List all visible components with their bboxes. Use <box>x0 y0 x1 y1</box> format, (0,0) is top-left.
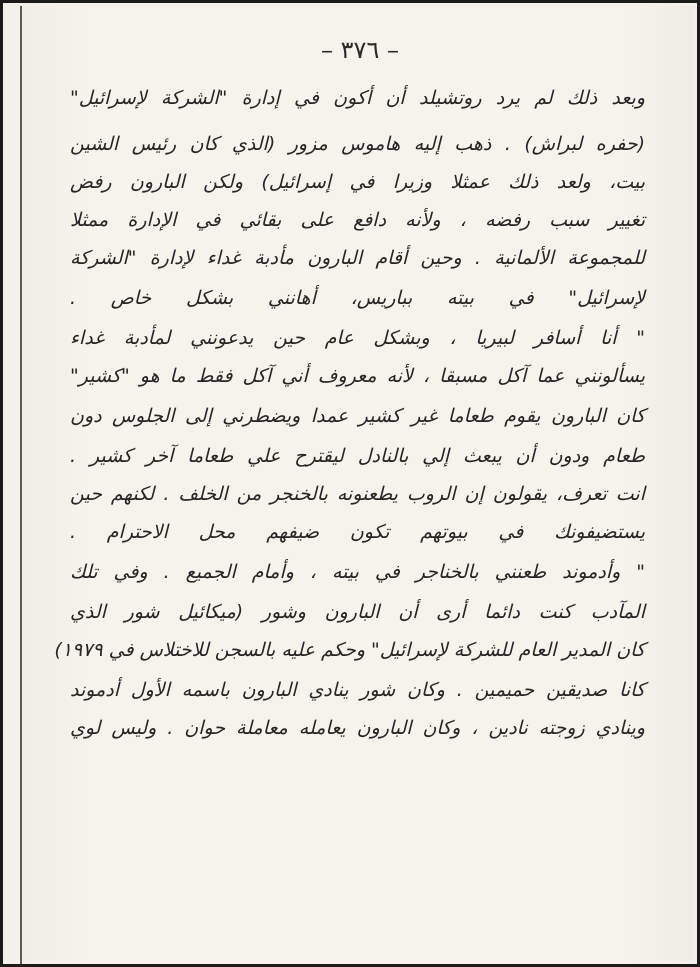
text-line: تغيير سبب رفضه ، ولأنه دافع على بقائي في الإدارة ممثلا <box>70 209 645 231</box>
page-number: – ٣٧٦ – <box>321 36 399 64</box>
text-line: يسألونني عما آكل مسبقا ، لأنه معروف أني آكل فقط ما هو "كشير" <box>70 365 645 387</box>
text-line: كانا صديقين حميمين . وكان شور ينادي البارون باسمه الأول أدموند <box>70 679 645 701</box>
text-line: " وأدموند طعنني بالخناجر في بيته ، وأمام الجميع . وفي تلك <box>70 561 645 583</box>
text-line: للمجموعة الألمانية . وحين أقام البارون مأدبة غداء لإدارة "الشركة <box>70 247 645 269</box>
text-line: وبعد ذلك لم يرد روتشيلد أن أكون في إدارة "الشركة لإسرائيل" <box>70 87 645 109</box>
text-line: يستضيفونك في بيوتهم تكون ضيفهم محل الاحترام . <box>70 521 645 543</box>
text-line: كان المدير العام للشركة لإسرائيل" وحكم عليه بالسجن للاختلاس في ١٩٧٩) <box>54 639 645 661</box>
text-line: لإسرائيل" في بيته بباريس، أهانني بشكل خاص . <box>70 287 645 309</box>
text-line: " أنا أسافر لبيريا ، وبشكل عام حين يدعونني لمأدبة غداء <box>70 327 645 349</box>
text-line: (حفره لبراش) . ذهب إليه هاموس مزور (الذي كان رئيس الشين <box>70 133 645 155</box>
text-line: كان البارون يقوم طعاما غير كشير عمدا ويضطرني إلى الجلوس دون <box>70 405 645 427</box>
text-line: بيت، ولعد ذلك عمثلا وزيرا في إسرائيل) ولكن البارون رفض <box>70 171 645 193</box>
text-line: طعام ودون أن يبعث إلي بالنادل ليقترح علي طعاما آخر كشير . <box>70 445 645 467</box>
text-line: المآدب كنت دائما أرى أن البارون وشور (ميكائيل شور الذي <box>70 601 645 623</box>
text-line: انت تعرف، يقولون إن الروب يطعنونه بالخنجر من الخلف . لكنهم حين <box>70 483 645 505</box>
left-edge-line <box>20 6 22 967</box>
text-line: وينادي زوجته نادين ، وكان البارون يعامله معاملة حوان . وليس لوي <box>70 717 645 739</box>
